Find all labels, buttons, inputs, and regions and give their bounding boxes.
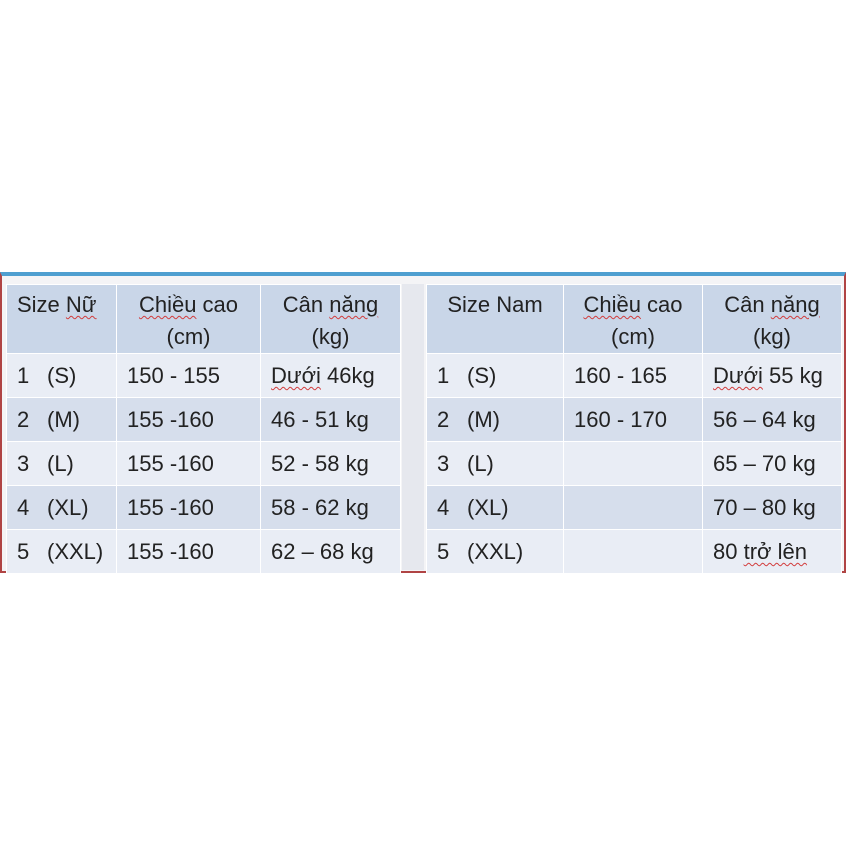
table-row bbox=[427, 442, 842, 486]
height-cell: 155 -160 bbox=[117, 398, 261, 442]
male-height-header: Chiều cao (cm) bbox=[564, 285, 703, 354]
table-row bbox=[7, 354, 401, 398]
height-cell: 155 -160 bbox=[117, 530, 261, 574]
weight-cell: 46 - 51 kg bbox=[261, 398, 401, 442]
size-cell: 4 (XL) bbox=[427, 486, 564, 530]
table-row bbox=[7, 486, 401, 530]
weight-cell: 70 – 80 kg bbox=[703, 486, 842, 530]
weight-cell: 80 trở lên bbox=[703, 530, 842, 574]
height-cell: 160 - 170 bbox=[564, 398, 703, 442]
female-weight-header: Cân năng (kg) bbox=[261, 285, 401, 354]
table-row bbox=[427, 354, 842, 398]
male-size-header: Size Nam bbox=[427, 285, 564, 354]
size-cell: 2 (M) bbox=[7, 398, 117, 442]
size-cell: 4 (XL) bbox=[7, 486, 117, 530]
weight-cell: Dưới 55 kg bbox=[703, 354, 842, 398]
size-cell: 5 (XXL) bbox=[7, 530, 117, 574]
female-size-table bbox=[6, 284, 401, 574]
male-weight-header: Cân năng (kg) bbox=[703, 285, 842, 354]
size-cell: 3 (L) bbox=[427, 442, 564, 486]
table-divider bbox=[402, 284, 424, 570]
size-cell: 1 (S) bbox=[7, 354, 117, 398]
height-cell: 155 -160 bbox=[117, 442, 261, 486]
female-header-row bbox=[7, 285, 401, 354]
table-row bbox=[7, 442, 401, 486]
weight-cell: 58 - 62 kg bbox=[261, 486, 401, 530]
height-cell bbox=[564, 530, 703, 574]
weight-cell: Dưới 46kg bbox=[261, 354, 401, 398]
height-cell bbox=[564, 442, 703, 486]
table-row bbox=[427, 530, 842, 574]
table-row bbox=[427, 398, 842, 442]
height-cell: 150 - 155 bbox=[117, 354, 261, 398]
male-size-table bbox=[426, 284, 842, 574]
size-chart bbox=[0, 272, 846, 573]
table-row bbox=[427, 486, 842, 530]
height-cell: 160 - 165 bbox=[564, 354, 703, 398]
table-row bbox=[7, 530, 401, 574]
weight-cell: 65 – 70 kg bbox=[703, 442, 842, 486]
table-row bbox=[7, 398, 401, 442]
female-size-header: Size Nữ bbox=[7, 285, 117, 354]
male-header-row bbox=[427, 285, 842, 354]
weight-cell: 52 - 58 kg bbox=[261, 442, 401, 486]
size-cell: 3 (L) bbox=[7, 442, 117, 486]
female-height-header: Chiều cao (cm) bbox=[117, 285, 261, 354]
size-cell: 2 (M) bbox=[427, 398, 564, 442]
height-cell bbox=[564, 486, 703, 530]
height-cell: 155 -160 bbox=[117, 486, 261, 530]
weight-cell: 56 – 64 kg bbox=[703, 398, 842, 442]
size-cell: 5 (XXL) bbox=[427, 530, 564, 574]
size-cell: 1 (S) bbox=[427, 354, 564, 398]
weight-cell: 62 – 68 kg bbox=[261, 530, 401, 574]
